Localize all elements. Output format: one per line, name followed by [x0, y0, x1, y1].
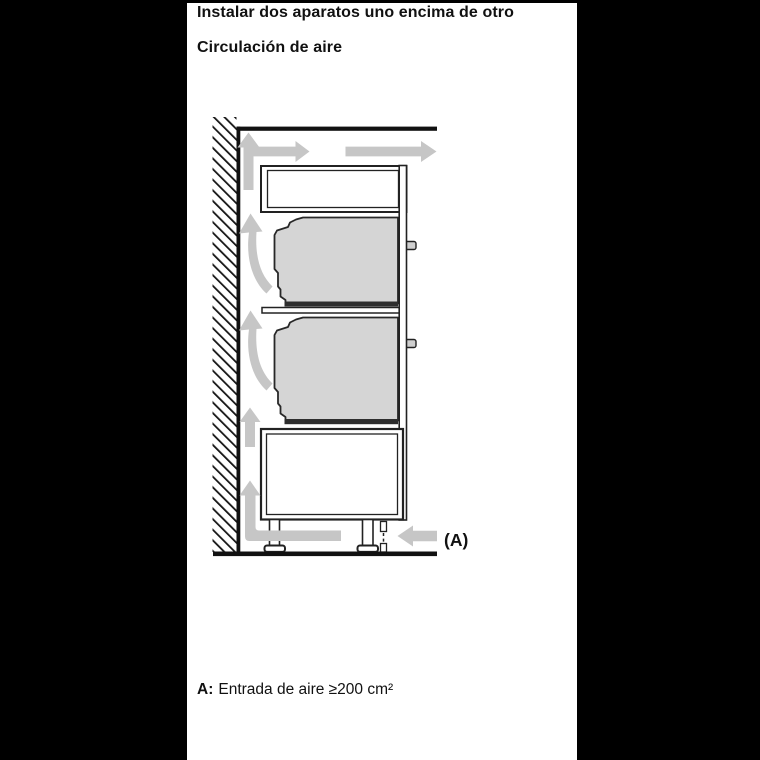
- right-leg: [363, 520, 374, 549]
- right-foot-pad: [358, 546, 379, 552]
- airflow-mid-up-arrow: [240, 408, 261, 448]
- vent-pin-marker: [381, 522, 387, 553]
- lower-appliance: [275, 318, 417, 425]
- airflow-top-up-arrow: [238, 133, 260, 191]
- figure-caption: [197, 681, 393, 699]
- airflow-split-right-arrow: [249, 141, 310, 162]
- caption-prefix: A:: [197, 681, 214, 698]
- left-foot-pad: [265, 546, 286, 552]
- page-title: Instalar dos aparatos uno encima de otro: [197, 4, 514, 21]
- airflow-curve-upper-arrow: [239, 214, 273, 294]
- air-inlet-label: (A): [444, 530, 469, 550]
- page-subtitle: Circulación de aire: [197, 39, 343, 56]
- wall-line: [237, 127, 241, 553]
- top-niche: [261, 166, 407, 212]
- caption-text: Entrada de aire ≥200 cm²: [218, 681, 394, 698]
- floor-line: [213, 552, 437, 557]
- base-cabinet: [261, 429, 403, 520]
- air-inlet-arrow: [398, 526, 438, 547]
- airflow-top-exit-arrow: [346, 141, 437, 162]
- ceiling-line: [237, 127, 438, 131]
- upper-appliance: [275, 218, 417, 307]
- wall-hatch: [213, 117, 237, 552]
- divider-shelf: [262, 308, 400, 314]
- airflow-curve-lower-arrow: [239, 311, 273, 391]
